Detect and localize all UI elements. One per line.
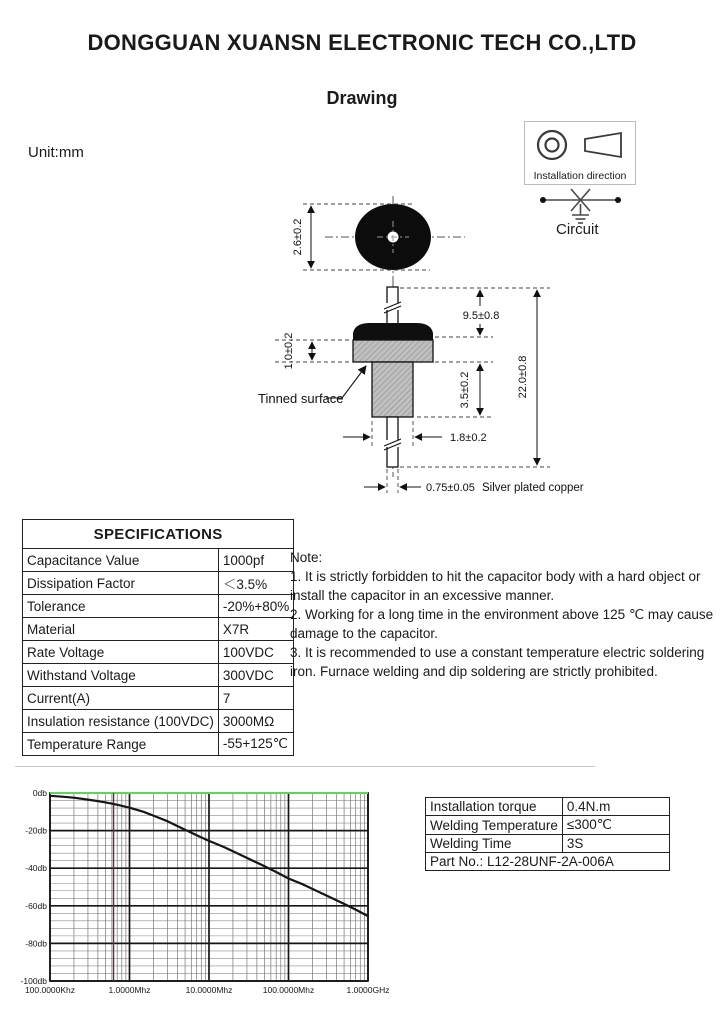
- svg-text:-100db: -100db: [20, 976, 47, 986]
- spec-row: [23, 710, 294, 733]
- spec-value: 7: [218, 687, 293, 710]
- threaded-body: [372, 362, 413, 417]
- dim-lead-diameter: [364, 469, 584, 494]
- spec-row: [23, 595, 294, 618]
- tinned-surface-label: Tinned surface: [258, 391, 344, 406]
- svg-text:10.0000Mhz: 10.0000Mhz: [185, 985, 233, 995]
- svg-text:100.0000Mhz: 100.0000Mhz: [262, 985, 315, 995]
- page-title: Drawing: [326, 88, 398, 108]
- spec-value: 3000MΩ: [218, 710, 293, 733]
- spec-row: [23, 687, 294, 710]
- note-heading: Note:: [290, 550, 323, 565]
- svg-text:0.75±0.05: 0.75±0.05: [426, 482, 475, 494]
- svg-text:3.5±0.2: 3.5±0.2: [459, 371, 471, 409]
- dim-flange-height: [275, 333, 351, 370]
- spec-label: Rate Voltage: [23, 641, 219, 664]
- specifications-table: [22, 519, 294, 756]
- table-row: [426, 853, 670, 871]
- svg-text:-20db: -20db: [25, 825, 47, 836]
- svg-text:1.0000GHz: 1.0000GHz: [346, 985, 390, 995]
- spec-value: 1000pf: [218, 549, 293, 572]
- dim-body-width: [343, 421, 487, 447]
- circuit-label: Circuit: [556, 221, 599, 238]
- unit-label: Unit:mm: [28, 144, 84, 161]
- svg-text:100.0000Khz: 100.0000Khz: [24, 985, 76, 995]
- installation-direction-icons: [525, 122, 635, 166]
- note-item: 3. It is recommended to use a constant temperature electric soldering iron. Furnace welding and dip soldering are strictly prohibited.: [290, 645, 705, 679]
- table-row: Welding Temperature ≤300℃: [426, 816, 670, 835]
- spec-label: Current(A): [23, 687, 219, 710]
- disc-front-icon: [538, 131, 566, 159]
- spec-row: [23, 549, 294, 572]
- svg-text:0db: 0db: [32, 788, 47, 798]
- horn-side-icon: [585, 133, 621, 157]
- specifications-title: SPECIFICATIONS: [23, 520, 294, 549]
- installation-direction-box: [524, 121, 636, 185]
- svg-text:-80db: -80db: [25, 938, 47, 949]
- table-row: Welding Time 3S: [426, 835, 670, 853]
- flange: [353, 340, 433, 362]
- spec-row: [23, 664, 294, 687]
- spec-label: Material: [23, 618, 219, 641]
- installation-table: [425, 797, 670, 871]
- spec-value: -20%+80%: [218, 595, 293, 618]
- lead-material-label: Silver plated copper: [482, 482, 584, 494]
- capacitor-technical-drawing: [230, 185, 590, 505]
- dim-body-height: [417, 362, 493, 417]
- svg-text:-40db: -40db: [25, 863, 47, 874]
- tinned-surface-callout: [258, 366, 366, 406]
- spec-row: [23, 572, 294, 595]
- installation-direction-label: Installation direction: [533, 170, 627, 182]
- company-title: DONGGUAN XUANSN ELECTRONIC TECH CO.,LTD: [87, 30, 637, 55]
- spec-value: X7R: [218, 618, 293, 641]
- spec-label: Withstand Voltage: [23, 664, 219, 687]
- spec-label: Temperature Range: [23, 733, 219, 756]
- svg-text:1.0000Mhz: 1.0000Mhz: [108, 985, 151, 995]
- svg-text:2.6±0.2: 2.6±0.2: [292, 218, 304, 256]
- spec-label: Insulation resistance (100VDC): [23, 710, 219, 733]
- spec-value: -55+125℃: [218, 733, 293, 756]
- cap-dome: [353, 323, 433, 340]
- spec-label: Dissipation Factor: [23, 572, 219, 595]
- spec-value: 100VDC: [218, 641, 293, 664]
- spec-row: [23, 733, 294, 756]
- spec-label: Tolerance: [23, 595, 219, 618]
- section-divider: [15, 766, 595, 767]
- spec-row: [23, 618, 294, 641]
- table-row: Installation torque 0.4N.m: [426, 798, 670, 816]
- insertion-loss-chart: [10, 770, 410, 1020]
- svg-text:9.5±0.8: 9.5±0.8: [462, 310, 500, 322]
- spec-row: [23, 641, 294, 664]
- svg-text:22.0±0.8: 22.0±0.8: [517, 355, 529, 399]
- part-number: Part No.: L12-28UNF-2A-006A: [426, 853, 670, 871]
- spec-label: Capacitance Value: [23, 549, 219, 572]
- note-item: 1. It is strictly forbidden to hit the capacitor body with a hard object or install the capacitor in an excessive manner.: [290, 569, 701, 603]
- svg-text:1.8±0.2: 1.8±0.2: [450, 432, 487, 444]
- note-section: [290, 548, 724, 681]
- svg-text:1.0±0.2: 1.0±0.2: [283, 332, 295, 370]
- note-item: 2. Working for a long time in the environment above 125 ℃ may cause damage to the capacitor.: [290, 607, 714, 641]
- svg-text:-60db: -60db: [25, 900, 47, 911]
- spec-value: 300VDC: [218, 664, 293, 687]
- spec-value: ＜3.5%: [218, 572, 293, 595]
